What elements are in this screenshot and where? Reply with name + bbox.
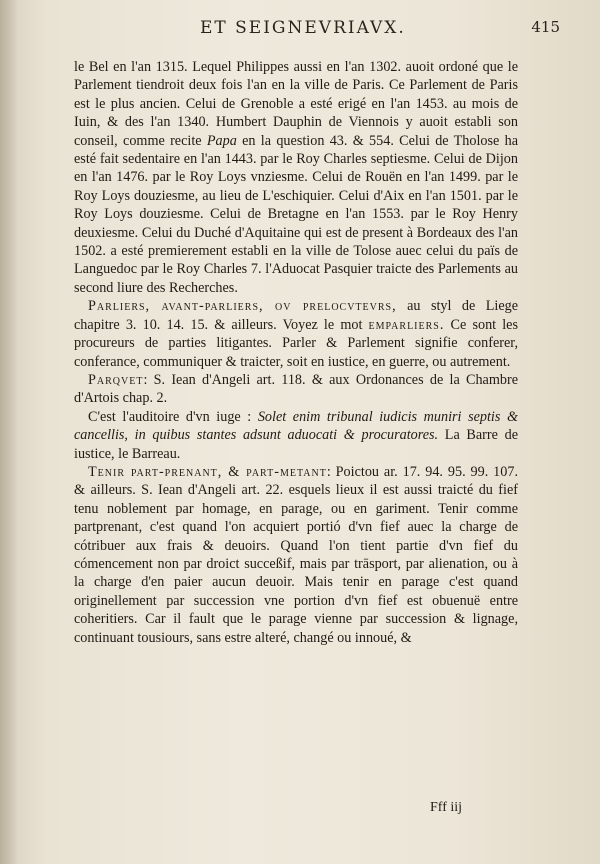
page-gutter-shadow <box>0 0 18 864</box>
text-run: en la question 43. & 554. Celui de Tholose ha esté fait sedentaire en l'an 1443. par le Roy Charles septiesme. Celui de Dijon en l'an 1476. par le Roy Loys vnziesme. Celui de Rouën en l'an 1499. par le Roy Loys douziesme, au lieu de L'eschiquier. Celui d'Aix en l'an 1501. par le Roy Loys douziesme. Celui de Bretagne en l'an 1553. par le Roy Henry deuxiesme. Celui du Duché d'Aquitaine qui est de present à Bordeaux des l'an 1502. a esté premierement establi en la ville de Tolose auec celui du païs de Languedoc par le Roy Charles 7. l'Aduocat Pasquier traicte des Parlements au second liure des Recherches. <box>74 132 519 296</box>
entry-parquet <box>74 371 518 408</box>
text-run: Ce sont les procureurs de parties litigantes. Parler & Parlement signifie conferer, conferance, communiquer & traicter, soit en iustice, en guerre, ou autrement. <box>74 316 518 370</box>
entry-parliers <box>74 297 518 371</box>
cross-reference-term: emparliers. <box>368 316 445 333</box>
paragraph-parlements <box>74 58 518 297</box>
text-run: le Bel en l'an 1315. Lequel Philippes aussi en l'an 1302. auoit ordoné que le Parlement tiendroit deux fois l'an en la ville de Paris. Ce Parlement de Paris est le plus ancien. Celui de Grenoble a esté erigé en l'an 1453. au mois de Iuin, & des l'an 1340. Humbert Dauphin de Viennois y auoit establi son conseil, comme recite <box>74 59 518 149</box>
latin-quotation: Solet enim tribunal iudicis muniri septis & cancellis, in quibus stantes adsunt aduocati & procuratores. <box>74 408 518 444</box>
text-run: La Barre de iustice, le Barreau. <box>74 427 518 462</box>
page-header <box>60 14 560 44</box>
entry-term: Parliers, avant-parliers, ov prelocvtevrs, <box>88 298 397 315</box>
entry-auditoire <box>74 408 518 463</box>
entry-term: Parqvet <box>88 371 144 388</box>
text-run: : Poictou ar. 17. 94. 95. 99. 107. & ailleurs. S. Iean d'Angeli art. 22. esquels lieux il est aussi traicté du fief tenu noblement par homage, en parage, ou en gariment. Tenir comme partprenant, c'est quand l'on acquiert portió d'vn fief auec la charge de cótribuer aux frais & deuoirs. Quand l'on tient partie d'vn fief du cómencement non par droict succeßif, mais par trāsport, par alienation, ou à la charge d'en paier aucun deuoir. Mais tenir en parage c'est quand originellement par succession vne portion d'vn fief est obuenuë entre coheritiers. Car il fault que le parage vienne par succession & lignage, continuant tousiours, sans estre alteré, changé ou innoué, & <box>74 463 518 646</box>
page-footer <box>0 800 600 830</box>
entry-tenir-part-prenant <box>74 463 518 647</box>
body-text <box>74 58 518 647</box>
page-number: 415 <box>531 18 560 36</box>
running-head: ET SEIGNEVRIAVX. <box>200 18 406 38</box>
text-run: : S. Iean d'Angeli art. 118. & aux Ordonances de la Chambre d'Artois chap. 2. <box>74 371 518 407</box>
italic-citation: Papa <box>206 132 237 149</box>
text-run: C'est l'auditoire d'vn iuge : <box>88 408 252 425</box>
signature-mark: Fff iij <box>430 800 463 815</box>
entry-term: Tenir part-prenant, & part-metant <box>88 463 327 480</box>
text-run: au styl de Liege chapitre 3. 10. 14. 15. & ailleurs. Voyez le mot <box>74 298 519 333</box>
